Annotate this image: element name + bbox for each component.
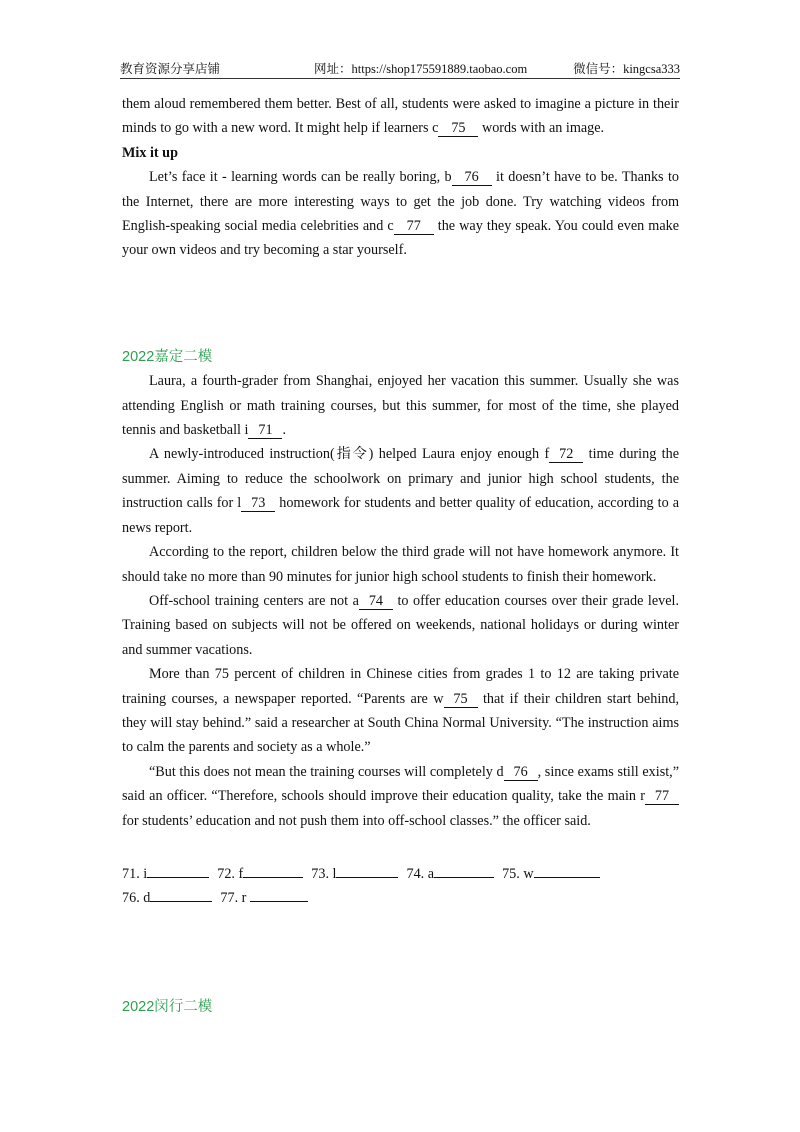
text-run: the way they speak. You could even make your own videos and try becoming a star yourself. (122, 218, 680, 259)
answer-blank-72 (243, 877, 303, 878)
paragraph (122, 662, 679, 760)
answer-label-73: 73. l (311, 865, 337, 882)
blank-75: 75 (444, 691, 478, 708)
text-run: . (282, 422, 287, 439)
section-title: 2022嘉定二模 (122, 348, 213, 365)
paragraph (122, 369, 679, 442)
page-header (120, 56, 680, 79)
text-run: More than 75 percent of children in Chinese cities from grades 1 to 12 are taking private training courses, a newspaper reported. “Parents are w (122, 666, 679, 707)
header-url[interactable]: 网址：https://shop175591889.taobao.com (314, 62, 528, 76)
blank-76: 76 (504, 764, 538, 781)
paragraph (122, 589, 679, 662)
blank-72: 72 (549, 446, 583, 463)
paragraph (122, 760, 679, 833)
text-run: homework for students and better quality of education, according to a news report. (122, 495, 679, 536)
text-run: it doesn’t have to be. Thanks to the Internet, there are more interesting ways to get the job done. Try watching videos from English-speaking social media celebrities and c (122, 169, 679, 235)
paragraph (122, 165, 679, 263)
answer-label-72: 72. f (217, 865, 244, 882)
subheading: Mix it up (122, 144, 178, 161)
answer-label-75: 75. w (502, 865, 534, 882)
text-run: that if their children start behind, they will stay behind.” said a researcher at South China Normal University. “The instruction aims to calm the parents and society as a whole.” (122, 690, 680, 756)
document-body (122, 92, 679, 1019)
answer-label-77: 77. r (220, 890, 247, 907)
answer-blank-75 (534, 877, 600, 878)
spacer (122, 263, 679, 345)
text-run: Let’s face it - learning words can be really boring, b (149, 169, 452, 186)
text-run: to offer education courses over their grade level. Training based on subjects will not be offered on weekends, national holidays or during winter and summer vacations. (122, 592, 680, 658)
answer-label-76: 76. d (122, 890, 151, 907)
text-run: Laura, a fourth-grader from Shanghai, enjoyed her vacation this summer. Usually she was attending English or math training courses, but this summer, for most of the time, she played tennis and basketball i (122, 373, 679, 439)
answer-label-74: 74. a (406, 865, 435, 882)
text-run: time during the summer. Aiming to reduce the schoolwork on primary and junior high school students, the instruction calls for l (122, 446, 680, 512)
blank-71: 71 (248, 422, 282, 439)
spacer (122, 833, 679, 862)
text-run: A newly-introduced instruction(指令) helped Laura enjoy enough f (149, 446, 550, 463)
answer-blank-74 (434, 877, 494, 878)
text-run: them aloud remembered them better. Best of all, students were asked to imagine a picture in their minds to go with a new word. It might help if learners c (122, 96, 679, 137)
paragraph: According to the report, children below the third grade will not have homework anymore. It should take no more than 90 minutes for junior high school students to finish their homework. (122, 544, 679, 585)
blank-76: 76 (452, 169, 492, 186)
answer-label-71: 71. i (122, 865, 148, 882)
paragraph (122, 92, 679, 141)
header-wechat: 微信号：kingcsa333 (573, 62, 680, 76)
blank-77: 77 (394, 218, 434, 235)
blank-74: 74 (359, 593, 393, 610)
text-run: , since exams still exist,” said an officer. “Therefore, schools should improve their education quality, take the main r (122, 763, 679, 805)
text-run: Off-school training centers are not a (149, 592, 359, 609)
answer-blank-76 (150, 901, 212, 902)
text-run: for students’ education and not push them into off-school classes.” the officer said. (122, 812, 591, 829)
text-run: “But this does not mean the training courses will completely d (149, 763, 504, 780)
answer-blank-73 (336, 877, 398, 878)
answer-blank-77 (250, 901, 308, 902)
blank-73: 73 (241, 495, 275, 512)
answer-line (122, 862, 679, 886)
section-title: 2022闵行二模 (122, 998, 213, 1015)
paragraph (122, 442, 679, 540)
answer-blank-71 (147, 877, 209, 878)
blank-75: 75 (438, 120, 478, 137)
blank-77: 77 (645, 788, 679, 805)
answer-line (122, 886, 679, 910)
text-run: words with an image. (481, 120, 605, 137)
spacer (122, 911, 679, 995)
header-shop-name: 教育资源分享店铺 (120, 62, 221, 76)
